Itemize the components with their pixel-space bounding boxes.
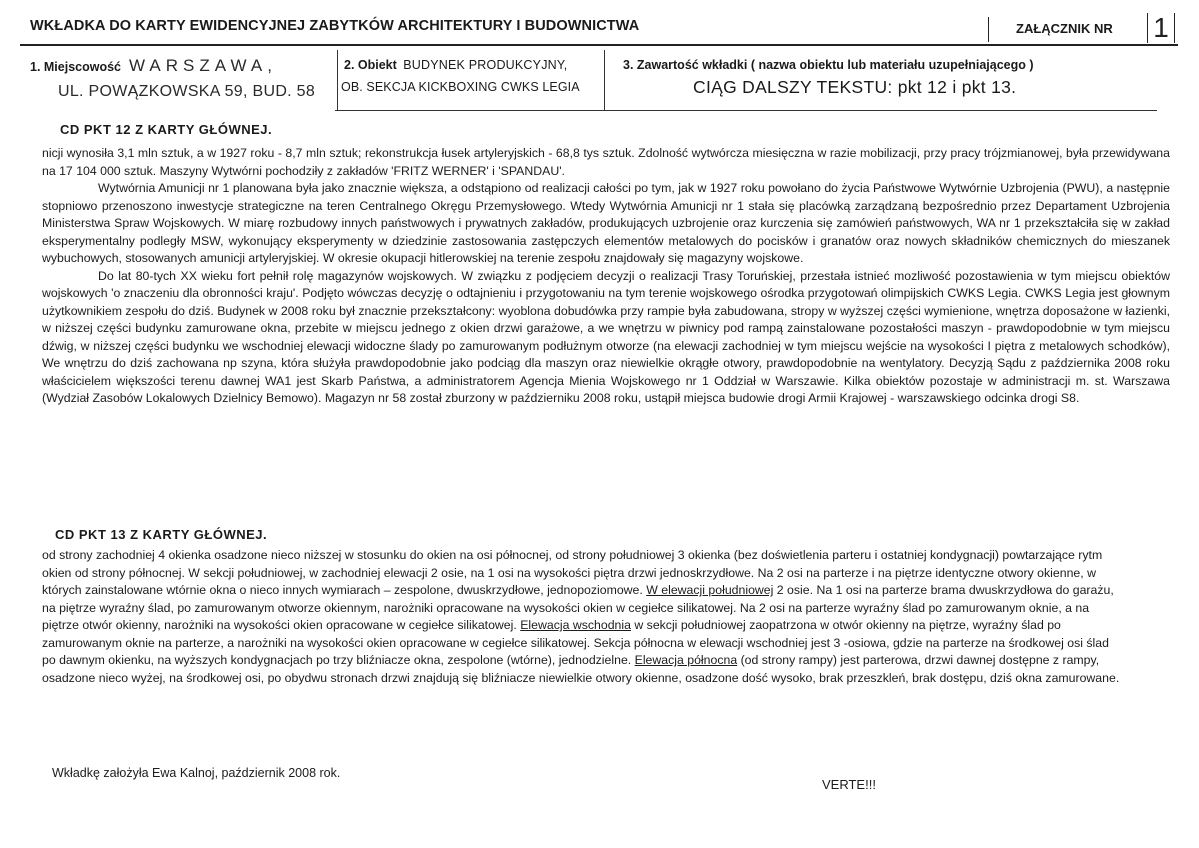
annex-number: 1 bbox=[1153, 12, 1169, 43]
section-12-paragraph: Wytwórnia Amunicji nr 1 planowana była jako znacznie większa, a odstąpiono od realizacji całości po tym, jak w 1927 roku powołano do życia Państwowe Wytwórnie Uzbrojenia (PWU), a następnie stopniowo przenoszono inwestycje strategiczne na teren Centralnego Okręgu Przemysłowego. Wtedy Wytwórnia Amunicji nr 1 stała się placówką zarządzaną bezpośrednio przez Departament Uzbrojenia Ministerstwa Spraw Wojskowych. W miarę rozbudowy innych państwowych i prywatnych zakładów, produkujących uzbrojenie oraz kurczenia się zamówień państwowych, WA nr 1 przekształciła się w zakład eksperymentalny podległy MSW, wykonujący eksperymenty w dziedzinie zastosowania zastępczych elementów metalowych do pocisków i granatów oraz nowych składników chemicznych do mieszanek wybuchowych, stosowanych amunicji artyleryjskiej. W okresie okupacji hitlerowskiej na terenie zespołu znajdowały się magazyny wojskowe. bbox=[42, 181, 1170, 265]
section-12-paragraph: nicji wynosiła 3,1 mln sztuk, a w 1927 roku - 8,7 mln sztuk; rekonstrukcja łusek artyleryjskich - 68,8 tys sztuk. Zdolność wytwórcza miesięczna w razie mobilizacji, przy pracy trójzmianowej, była przewidywana na 17 104 000 sztuk. Maszyny Wytwórni pochodziły z zakładów 'FRITZ WERNER' i 'SPANDAU'. bbox=[42, 146, 1170, 178]
object-value-line2: OB. SEKCJA KICKBOXING CWKS LEGIA bbox=[341, 80, 580, 94]
contents-value: CIĄG DALSZY TEKSTU: pkt 12 i pkt 13. bbox=[693, 77, 1017, 97]
contents-line bbox=[623, 56, 1034, 74]
contents-label: 3. Zawartość wkładki ( nazwa obiektu lub materiału uzupełniającego ) bbox=[623, 58, 1034, 72]
verte-note: VERTE!!! bbox=[822, 777, 876, 792]
section-12-paragraph: Do lat 80-tych XX wieku fort pełnił rolę magazynów wojskowych. W związku z podjęciem decyzji o realizacji Trasy Toruńskiej, przestała istnieć mozliwość pozostawienia w tym miejscu obiektów wojskowych 'o znaczeniu dla obronności kraju'. Podjęto wówczas decyzję o odtajnieniu i przygotowaniu na tym terenie wojskowego ośrodka przygotowań olimpijskich CWKS Legia. CWKS Legia jest głownym użytkownikiem zespołu do dziś. Budynek w 2008 roku był znacznie przekształcony: wyoblona dobudówka przy rampie była zabudowana, stropy w wyższej części wymienione, wnętrza doposażone w łazienki, w niższej części budynku zamurowane okna, przebite w miejscu jednego z okien drzwi garażowe, a we wnętrzu w piwnicy pod rampą zainstalowane pozostałości maszyn - prawdopodobnie w tym miejscu dźwig, w niższej części budynku we wschodniej elewacji widoczne ślady po zamurowanym podłużnym otworze (na elewacji zachodniej w tym miejscu wejście na wysokości I piętra z metalowych schodków), We wnętrzu do dziś zachowana np szyna, która służyła prawdopodobnie jako podciąg dla maszyn oraz niewielkie okrągłe otwory, prawdopodobnie na wentylatory. Decyzją Sądu z października 2008 roku właścicielem większości terenu dawnej WA1 jest Skarb Państwa, a administratorem Agencja Mienia Wojskowego nr 1 Oddział w Warszawie. Kilka obiektów pozostaje w administracji m. st. Warszawa (Wydział Zasobów Lokalowych Dzielnicy Bemowo). Magazyn nr 58 został zburzony w październiku 2008 roku, ustąpił miejsca budowie drogi Armii Krajowej - warszawskiego odcinka drogi S8. bbox=[42, 268, 1170, 405]
object-field bbox=[337, 50, 605, 110]
field-row-bottom-rule bbox=[335, 110, 1157, 111]
section-12-body bbox=[42, 145, 1170, 408]
object-label: 2. Obiekt bbox=[344, 58, 397, 72]
document-title: WKŁADKA DO KARTY EWIDENCYJNEJ ZABYTKÓW ARCHITEKTURY I BUDOWNICTWA bbox=[30, 18, 640, 34]
locality-field bbox=[25, 50, 335, 110]
section-13-underlined-term: Elewacja wschodnia bbox=[520, 618, 631, 632]
header-divider bbox=[988, 17, 989, 42]
section-12-heading: CD PKT 12 Z KARTY GŁÓWNEJ. bbox=[60, 122, 273, 137]
annex-number-box bbox=[1147, 13, 1175, 43]
annex-label: ZAŁĄCZNIK NR bbox=[1016, 21, 1113, 36]
section-13-underlined-term: Elewacja północna bbox=[634, 653, 738, 667]
contents-field bbox=[605, 50, 1150, 110]
section-13-text: 2 osie. Na 1 osi na parterze brama dwuskrzydłowa do garażu, na piętrze wyraźny ślad, po zamurowanym otworze okiennym, narożniki opracowane na wysokości okien w cegiełce silikatowej. Na 2 osi na parterze wyraźny ślad po zamurowanym oknie, a na piętrze otwór okienny, narożniki na wysokości okien opracowane w cegiełce silikatowej. bbox=[42, 583, 1114, 632]
section-13-text: (od strony rampy) jest parterowa, drzwi dawnej dostępne z rampy, osadzone nieco wyżej, na środkowej osi, po obydwu stronach drzwi znajdują się bliźniacze niewielkie otwory okienne, osadzone dość wysoko, brak przeszkleń, brak dostępu, dziś okna zamurowane. bbox=[42, 653, 1120, 685]
author-note: Wkładkę założyła Ewa Kalnoj, październik 2008 rok. bbox=[52, 766, 341, 780]
locality-line bbox=[30, 56, 277, 76]
locality-city: WARSZAWA, bbox=[129, 56, 277, 75]
section-13-body bbox=[42, 547, 1122, 687]
locality-label: 1. Miejscowość bbox=[30, 60, 122, 74]
object-line bbox=[344, 56, 567, 74]
section-13-underlined-term: W elewacji południowej bbox=[646, 583, 774, 597]
section-13-text: w sekcji południowej zaopatrzona w otwór okienny na piętrze, wyraźny ślad po zamurowanym oknie na parterze, a narożniki na wysokości okien opracowane w cegiełce silikatowej. Sekcja północna w elewacji wschodniej jest 3 -osiowa, gdzie na parterze na środkowej osi ślad po dawnym okienku, na wyższych kondygnacjach po trzy bliźniacze okna, zespolone (wtórne), jednodzielne. bbox=[42, 618, 1109, 667]
header-rule bbox=[20, 44, 1178, 46]
section-13-heading: CD PKT 13 Z KARTY GŁÓWNEJ. bbox=[55, 527, 268, 542]
locality-address: UL. POWĄZKOWSKA 59, BUD. 58 bbox=[58, 83, 316, 100]
section-13-paragraph bbox=[42, 547, 1122, 687]
section-13-text: od strony zachodniej 4 okienka osadzone nieco niższej w stosunku do okien na osi północnej, od strony południowej 3 okienka (bez doświetlenia parteru i ostatniej kondygnacji) powtarzające rytm okien od strony północnej. W sekcji południowej, w zachodniej elewacji 2 osie, na 1 osi na wysokości piętra drzwi jednoskrzydłowe. Na 2 osi na parterze i na piętrze identyczne otwory okienne, w których zainstalowane wtórnie okna o nieco innych wymiarach – zespolone, dwuskrzydłowe, jednopoziomowe. bbox=[42, 548, 1103, 597]
document-header bbox=[25, 13, 1173, 43]
object-value-line1: BUDYNEK PRODUKCYJNY, bbox=[403, 58, 568, 72]
